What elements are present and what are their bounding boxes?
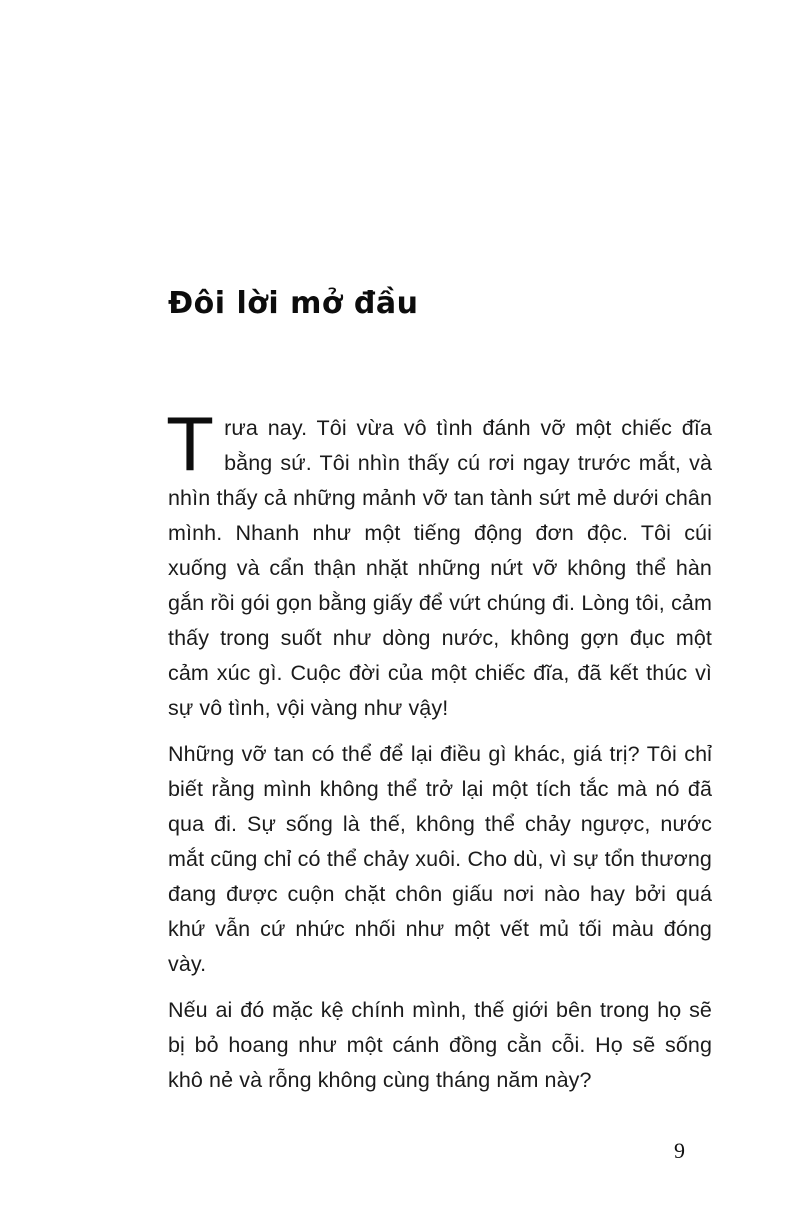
drop-cap: T [168,403,213,487]
body-paragraph: Nếu ai đó mặc kệ chính mình, thế giới bên trong họ sẽ bị bỏ hoang như một cánh đồng cằn cỗi. Họ sẽ sống khô nẻ và rỗng không cùng tháng năm này? [168,998,712,1092]
body-paragraph: Những vỡ tan có thể để lại điều gì khác, giá trị? Tôi chỉ biết rằng mình không thể trở lại một tích tắc mà nó đã qua đi. Sự sống là thế, không thể chảy ngược, nước mắt cũng chỉ có thể chảy xuôi. Cho dù, vì sự tổn thương đang được cuộn chặt chôn giấu nơi nào hay bởi quá khứ vẫn cứ nhức nhối như một vết mủ tối màu đóng vày. [168,742,712,976]
body-paragraph [168,403,712,726]
page-content [168,286,712,1098]
chapter-heading: Đôi lời mở đầu [168,286,419,321]
page-number: 9 [674,1138,685,1163]
paragraph-text: rưa nay. Tôi vừa vô tình đánh vỡ một chiếc đĩa bằng sứ. Tôi nhìn thấy cú rơi ngay trước mắt, và nhìn thấy cả những mảnh vỡ tan tành sứt mẻ dưới chân mình. Nhanh như một tiếng động đơn độc. Tôi cúi xuống và cẩn thận nhặt những nứt vỡ không thể hàn gắn rồi gói gọn bằng giấy để vứt chúng đi. Lòng tôi, cảm thấy trong suốt như dòng nước, không gợn đục một cảm xúc gì. Cuộc đời của một chiếc đĩa, đã kết thúc vì sự vô tình, vội vàng như vậy! [168,416,712,720]
